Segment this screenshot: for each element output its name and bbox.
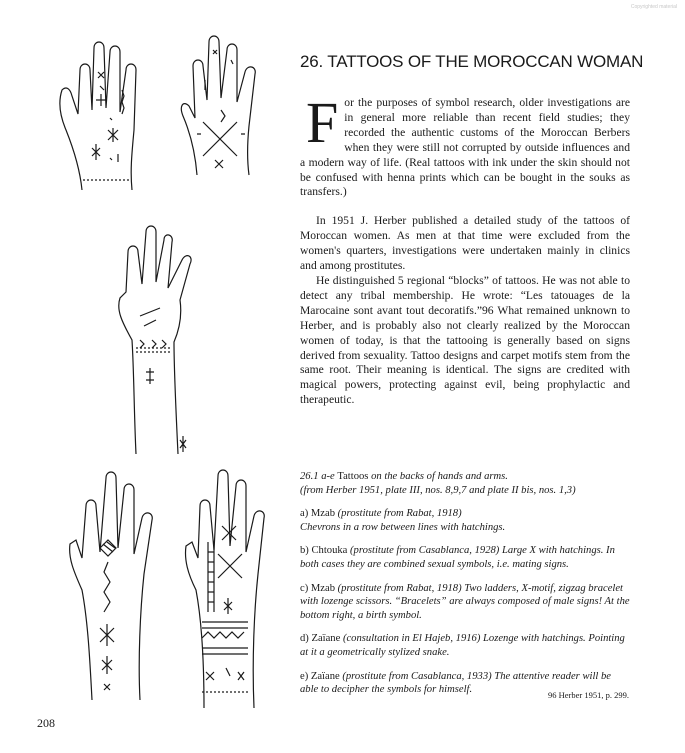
paragraph-2: In 1951 J. Herber published a detailed study of the tattoos of Moroccan women. As men at that time were excluded from the women's quarters, investigations were undertaken mainly in clinics and among prostitutes. (300, 214, 630, 273)
caption-c-name: c) Mzab (300, 582, 335, 594)
caption-intro-desc: on the backs of hands and arms. (371, 471, 508, 482)
figure-e-hand (178, 462, 288, 712)
hand-tattoo-illustration-icon (52, 30, 162, 200)
caption-d-name: d) Zaïane (300, 633, 341, 645)
drop-cap: F (306, 90, 339, 155)
caption-d-text: (consultation in El Hajeb, 1916) Lozenge with hatchings. Pointing at it a geometrically stylized snake. (300, 633, 625, 658)
hand-tattoo-illustration-icon (60, 462, 170, 702)
caption-c-text: (prostitute from Rabat, 1918) Two ladders, X-motif, zigzag bracelet with lozenge scissors. “Bracelets” are always composed of male signs! At the bottom right, a birth symbol. (300, 582, 630, 621)
caption-d (300, 632, 630, 659)
figure-a-hand (52, 30, 162, 200)
caption-intro-source: (from Herber 1951, plate III, nos. 8,9,7 and plate II bis, nos. 1,3) (300, 484, 576, 496)
paragraph-1 (300, 90, 630, 200)
caption-e-text: (prostitute from Casablanca, 1933) The attentive reader will be able to decipher the symbols for himself. (300, 670, 611, 696)
figure-d-hand (60, 462, 170, 702)
figure-c-arm (100, 222, 220, 462)
figure-b-hand (175, 30, 275, 180)
caption-c (300, 582, 630, 623)
arm-tattoo-illustration-icon (100, 222, 220, 462)
caption-intro-tattoos: Tattoos (337, 471, 369, 482)
paragraph-1-text: or the purposes of symbol research, older investigations are in general more reliable than recent field studies; they recorded the authentic customs of the Moroccan Berbers when they were still not corrupted by outside influences and a modern way of life. (Real tattoos with ink under the skin should not be confused with henna prints which can be bought in the souks as transfers.) (300, 96, 630, 199)
caption-intro (300, 470, 630, 497)
section-number: 26. (300, 52, 324, 71)
copyright-watermark: Copyrighted material (630, 4, 677, 10)
caption-b-text: (prostitute from Casablanca, 1928) Large X with hatchings. In both cases they are combined sexual symbols, i.e. mating signs. (300, 545, 615, 570)
body-text (300, 90, 630, 408)
caption-a-name: a) Mzab (300, 508, 335, 520)
page-number: 208 (37, 716, 55, 730)
caption-b (300, 544, 630, 571)
caption-intro-number: 26.1 a-e (300, 471, 335, 482)
section-title (300, 52, 644, 72)
footnote: 96 Herber 1951, p. 299. (548, 690, 629, 700)
figure-captions (300, 470, 630, 707)
section-title-text: TATTOOS OF THE MOROCCAN WOMAN (327, 52, 644, 71)
caption-b-name: b) Chtouka (300, 545, 348, 557)
hand-tattoo-illustration-icon (178, 462, 288, 712)
caption-a-desc: Chevrons in a row between lines with hatchings. (300, 521, 506, 533)
caption-a (300, 507, 630, 534)
caption-a-source: (prostitute from Rabat, 1918) (337, 508, 462, 520)
caption-e-name: e) Zaïane (300, 670, 340, 682)
paragraph-3: He distinguished 5 regional “blocks” of tattoos. He was not able to detect any tribal membership. He wrote: “Les tatouages de la Marocaine sont avant tout decoratifs.”96 What remained unknown to Herber, and is probably also not clearly realized by the Moroccan women of today, is that the tattooing is generally based on signs derived from sexuality. Tattoo designs and carpet motifs stem from the same root. Their meaning is identical. The signs are credited with magical powers, protecting against evil, being prophylactic and therapeutic. (300, 273, 630, 407)
hand-tattoo-illustration-icon (175, 30, 275, 180)
